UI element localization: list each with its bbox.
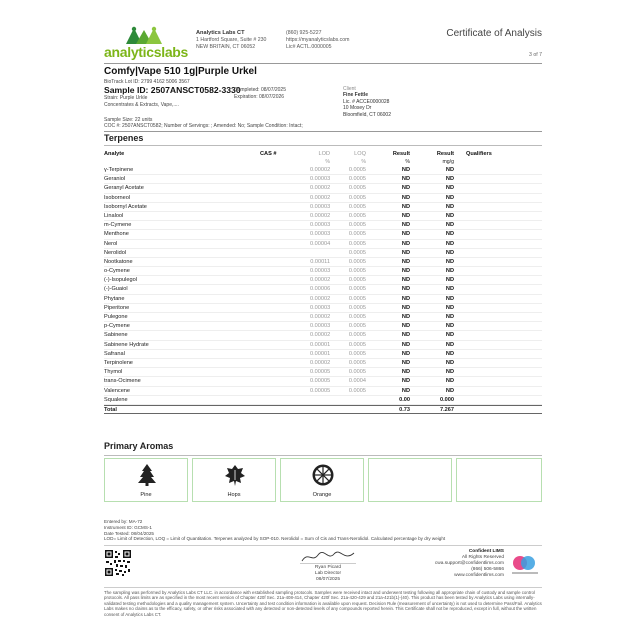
result-percent: ND xyxy=(401,203,410,210)
document-title: Certificate of Analysis xyxy=(446,28,542,39)
result-percent: ND xyxy=(401,295,410,302)
total-mgg: 7.267 xyxy=(440,406,454,413)
loq-value: 0.0005 xyxy=(348,369,366,376)
table-row xyxy=(104,396,542,405)
table-row xyxy=(104,166,542,175)
result-mgg: ND xyxy=(445,295,454,302)
table-row xyxy=(104,175,542,184)
result-mgg: 0.000 xyxy=(440,396,454,403)
loq-value: 0.0005 xyxy=(348,249,366,256)
client-block xyxy=(343,86,391,118)
sample-size: Sample Size: 22 units xyxy=(104,117,153,123)
lod-value: 0.00006 xyxy=(310,286,331,293)
loq-value: 0.0005 xyxy=(348,341,366,348)
lod-value: 0.00003 xyxy=(310,304,331,311)
result-percent: ND xyxy=(401,341,410,348)
logo-text: analyticslabs xyxy=(104,44,189,60)
pine-tree-icon xyxy=(135,463,159,487)
analyte-name: Pulegone xyxy=(104,314,128,320)
result-percent: ND xyxy=(401,212,410,219)
loq-value: 0.0005 xyxy=(348,176,366,183)
analyte-name: (-)-Guaiol xyxy=(104,286,128,293)
loq-value: 0.0005 xyxy=(348,286,366,293)
analyte-name: Safranal xyxy=(104,350,125,357)
result-mgg: ND xyxy=(445,194,454,201)
client-license: Lic. # ACCE0000028 xyxy=(343,98,390,105)
lims-rights: All Rights Reserved xyxy=(461,555,504,560)
orange-icon xyxy=(311,463,335,487)
loq-value: 0.0005 xyxy=(348,387,366,394)
lod-value: 0.00003 xyxy=(310,323,331,330)
completed-date: Completed: 08/07/2025 xyxy=(234,87,286,93)
aroma-label: Hops xyxy=(227,492,241,498)
lab-address-line2: NEW BRITAIN, CT 06052 xyxy=(196,44,256,50)
table-row xyxy=(104,194,542,203)
table-row xyxy=(104,341,542,350)
lims-website[interactable]: www.confidentlims.com xyxy=(454,573,504,578)
result-percent: ND xyxy=(401,222,410,229)
result-percent: ND xyxy=(401,268,410,275)
result-percent: ND xyxy=(401,258,410,265)
result-mgg: ND xyxy=(445,249,454,256)
result-percent: ND xyxy=(401,286,410,293)
header-analyte: Analyte xyxy=(104,151,125,157)
disclaimer: The sampling was performed by Analytics Labs CT LLC. in accordance with established sampling protocols. Samples were received intact and underwent testing following all appropriate chain of custody and sample control protocols. All pass limits are as specified in the most recent version of Chapter 420f Sec. 21a-408-414, Chapter 420f Sec. 21a-420-429 and 21a-421b(1)-(40). This product has been tested by Analytics Labs using internally-validated testing methodologies and a quality management system. Uncertainty and test condition information is available upon request. Decision Rule (measurement of uncertainty) is not used to determine Pass/Fail. Analytics Labs makes no claims as to the efficacy, safety, or other risks associated with any detected or non-detected levels of any compounds reported herein. This Certificate shall not be reproduced, except in full, without the written consent of Analytics Labs CT. xyxy=(104,590,542,617)
result-mgg: ND xyxy=(445,341,454,348)
analyte-name: Terpinolene xyxy=(104,359,133,366)
sample-size-block xyxy=(104,117,303,130)
instrument-id: Instrument ID: GCMS-1 xyxy=(104,524,152,530)
aroma-card-empty xyxy=(456,458,542,502)
unit-lod: % xyxy=(325,159,330,165)
aroma-card-hops xyxy=(192,458,276,502)
confident-lims-logo-icon xyxy=(508,553,542,577)
loq-value: 0.0005 xyxy=(348,314,366,320)
qr-code-icon[interactable] xyxy=(104,549,132,577)
lod-value: 0.00003 xyxy=(310,222,331,229)
analyte-name: Isobornyl Acetate xyxy=(104,203,147,210)
result-mgg: ND xyxy=(445,332,454,339)
loq-value: 0.0005 xyxy=(348,231,366,238)
result-percent: ND xyxy=(401,304,410,311)
table-row xyxy=(104,184,542,193)
total-percent: 0.73 xyxy=(399,406,410,413)
loq-value: 0.0005 xyxy=(348,268,366,275)
analyte-name: Phytane xyxy=(104,295,125,302)
lod-value: 0.00002 xyxy=(310,359,331,366)
result-mgg: ND xyxy=(445,359,454,366)
result-mgg: ND xyxy=(445,369,454,376)
header xyxy=(104,24,542,68)
analyte-name: Geranyl Acetate xyxy=(104,185,144,192)
table-row xyxy=(104,276,542,285)
result-percent: ND xyxy=(401,277,410,284)
total-row xyxy=(104,405,542,414)
coc-info: COC #: 2507ANSCT0582; Number of Servings: ; Amended: No; Sample Condition: Intact; xyxy=(104,123,303,130)
lims-email[interactable]: cwa.support@confidentlims.com xyxy=(434,561,504,566)
table-row xyxy=(104,258,542,267)
loq-value: 0.0005 xyxy=(348,258,366,265)
lod-value: 0.00003 xyxy=(310,176,331,183)
loq-value: 0.0005 xyxy=(348,350,366,357)
aroma-label: Orange xyxy=(312,492,332,498)
total-label: Total xyxy=(104,406,117,413)
table-row xyxy=(104,313,542,322)
lod-value: 0.00002 xyxy=(310,277,331,284)
lod-value: 0.00002 xyxy=(310,185,331,192)
product-name: Comfy|Vape 510 1g|Purple Urkel xyxy=(104,66,257,77)
analyte-name: Isoborneol xyxy=(104,194,131,201)
analyte-name: Sabinene Hydrate xyxy=(104,341,149,348)
aroma-card-pine xyxy=(104,458,188,502)
table-row xyxy=(104,368,542,377)
lod-value: 0.00003 xyxy=(310,203,331,210)
analyte-name: Linalool xyxy=(104,212,124,219)
client-name: Fine Fettle xyxy=(343,92,369,99)
loq-value: 0.0005 xyxy=(348,203,366,210)
lab-website[interactable]: https://myanalyticslabs.com xyxy=(286,37,350,43)
client-city: Bloomfield, CT 06002 xyxy=(343,111,391,118)
aromas-divider xyxy=(104,455,542,456)
entered-by: Entered by: MA-72 xyxy=(104,519,143,524)
lod-value: 0.00001 xyxy=(310,341,331,348)
loq-value: 0.0005 xyxy=(348,323,366,330)
lod-value: 0.00005 xyxy=(310,378,331,385)
terpenes-table-body xyxy=(104,166,542,414)
client-label: Client xyxy=(343,86,356,92)
lod-value: 0.00002 xyxy=(310,167,331,173)
lab-logo xyxy=(104,24,190,64)
analyte-name: Nerolidol xyxy=(104,249,127,256)
analyte-name: Sabinene xyxy=(104,332,128,339)
table-row xyxy=(104,285,542,294)
product-category: Concentrates & Extracts, Vape,.... xyxy=(104,101,179,108)
result-mgg: ND xyxy=(445,378,454,385)
lod-value: 0.00002 xyxy=(310,332,331,339)
table-row xyxy=(104,230,542,239)
result-percent: ND xyxy=(401,332,410,339)
loq-value: 0.0005 xyxy=(348,277,366,284)
result-percent: ND xyxy=(401,323,410,330)
table-row xyxy=(104,240,542,249)
header-qualifiers: Qualifiers xyxy=(466,151,492,157)
table-row xyxy=(104,221,542,230)
result-mgg: ND xyxy=(445,314,454,320)
signature-icon xyxy=(298,549,358,565)
client-street: 10 Mosey Dr xyxy=(343,105,372,112)
lod-value: 0.00005 xyxy=(310,369,331,376)
table-row xyxy=(104,295,542,304)
result-mgg: ND xyxy=(445,286,454,293)
analyte-name: Valencene xyxy=(104,387,131,394)
loq-value: 0.0005 xyxy=(348,185,366,192)
header-result-mgg: Result xyxy=(436,151,454,157)
result-mgg: ND xyxy=(445,231,454,238)
loq-value: 0.0005 xyxy=(348,194,366,201)
loq-value: 0.0005 xyxy=(348,167,366,173)
result-mgg: ND xyxy=(445,268,454,275)
signer-title: Lab Director xyxy=(314,570,342,576)
terpenes-title: Terpenes xyxy=(104,133,144,143)
table-row xyxy=(104,322,542,331)
lab-contact xyxy=(286,30,396,51)
header-divider xyxy=(104,63,542,64)
lod-value: 0.00002 xyxy=(310,194,331,201)
table-row xyxy=(104,203,542,212)
result-percent: ND xyxy=(401,314,410,320)
lod-value: 0.00002 xyxy=(310,212,331,219)
loq-value: 0.0005 xyxy=(348,222,366,229)
analyte-name: Nerol xyxy=(104,240,118,247)
analyte-name: Nootkatone xyxy=(104,258,133,265)
analyte-name: Menthone xyxy=(104,231,129,238)
lab-phone: (860) 925-5227 xyxy=(286,30,322,36)
sample-id: Sample ID: 2507ANSCT0582-3330 xyxy=(104,85,241,95)
strain-info xyxy=(104,95,179,108)
result-percent: 0.00 xyxy=(399,396,410,403)
lod-value: 0.00003 xyxy=(310,268,331,275)
result-mgg: ND xyxy=(445,323,454,330)
loq-value: 0.0005 xyxy=(348,332,366,339)
result-percent: ND xyxy=(401,369,410,376)
lod-value: 0.00011 xyxy=(310,258,330,265)
terpenes-divider xyxy=(104,145,542,146)
lab-name: Analytics Labs CT xyxy=(196,30,245,36)
aroma-card-orange xyxy=(280,458,364,502)
result-mgg: ND xyxy=(445,212,454,219)
analyte-name: γ-Terpinene xyxy=(104,167,134,173)
table-row xyxy=(104,350,542,359)
signer-date: 08/07/2025 xyxy=(315,576,340,582)
result-percent: ND xyxy=(401,378,410,385)
result-percent: ND xyxy=(401,231,410,238)
result-percent: ND xyxy=(401,240,410,247)
expiration-date: Expiration: 08/07/2026 xyxy=(234,93,285,100)
analyte-name: Thymol xyxy=(104,369,123,376)
lod-value: 0.00004 xyxy=(310,240,331,247)
loq-value: 0.0005 xyxy=(348,359,366,366)
aroma-card-empty xyxy=(368,458,452,502)
analyte-name: (-)-Isopulegol xyxy=(104,277,137,284)
disclaimer-divider xyxy=(104,587,542,588)
table-row xyxy=(104,304,542,313)
analyte-name: trans-Ocimene xyxy=(104,378,141,385)
analyte-name: p-Cymene xyxy=(104,323,130,330)
test-metadata xyxy=(104,519,544,542)
result-mgg: ND xyxy=(445,222,454,229)
result-percent: ND xyxy=(401,176,410,183)
unit-loq: % xyxy=(361,159,366,165)
lod-value: 0.00005 xyxy=(310,387,331,394)
analyte-name: Piperitone xyxy=(104,304,130,311)
lod-value: 0.00002 xyxy=(310,314,331,320)
result-mgg: ND xyxy=(445,277,454,284)
footer-divider xyxy=(104,545,542,546)
lab-license: Lic# ACTL.0000005 xyxy=(286,44,332,50)
lims-title: Confident LIMS xyxy=(468,549,504,554)
analyte-name: m-Cymene xyxy=(104,222,132,229)
result-mgg: ND xyxy=(445,167,454,173)
logo-mark-icon xyxy=(126,26,166,44)
lod-value: 0.00001 xyxy=(310,350,331,357)
result-mgg: ND xyxy=(445,185,454,192)
result-percent: ND xyxy=(401,359,410,366)
result-mgg: ND xyxy=(445,176,454,183)
analyte-name: Geraniol xyxy=(104,176,126,183)
hops-icon xyxy=(223,463,247,487)
legend-note: LOD= Limit of Detection, LOQ = Limit of Quantitation. Terpenes analyzed by SOP-010. Nerolidol = Sum of Cis and Trans-Nerolidol. Calculated percentage by dry weight xyxy=(104,536,446,542)
lod-value: 0.00003 xyxy=(310,231,331,238)
product-divider xyxy=(104,131,542,132)
table-row xyxy=(104,387,542,396)
lims-info xyxy=(424,549,504,579)
analyte-name: o-Cymene xyxy=(104,268,130,275)
unit-result-percent: % xyxy=(405,159,410,165)
table-row xyxy=(104,212,542,221)
lod-value: 0.00002 xyxy=(310,295,331,302)
loq-value: 0.0005 xyxy=(348,240,366,247)
sample-dates xyxy=(234,87,286,100)
header-result-percent: Result xyxy=(392,151,410,157)
result-percent: ND xyxy=(401,387,410,394)
loq-value: 0.0005 xyxy=(348,304,366,311)
batch-id: BioTrack Lot ID: 2799 4162 5006 3567 xyxy=(104,79,190,85)
loq-value: 0.0005 xyxy=(348,212,366,219)
table-row xyxy=(104,249,542,258)
result-percent: ND xyxy=(401,167,410,173)
table-row xyxy=(104,377,542,386)
unit-result-mgg: mg/g xyxy=(442,159,454,165)
result-mgg: ND xyxy=(445,304,454,311)
header-cas: CAS # xyxy=(260,151,277,157)
page-number: 3 of 7 xyxy=(529,52,542,58)
result-percent: ND xyxy=(401,350,410,357)
result-percent: ND xyxy=(401,185,410,192)
loq-value: 0.0004 xyxy=(348,378,366,385)
loq-value: 0.0005 xyxy=(348,295,366,302)
table-row xyxy=(104,331,542,340)
strain: Strain: Purple Urkle xyxy=(104,95,148,101)
result-mgg: ND xyxy=(445,240,454,247)
analyte-name: Squalene xyxy=(104,396,128,403)
table-row xyxy=(104,267,542,276)
result-mgg: ND xyxy=(445,350,454,357)
signature-block xyxy=(288,549,368,589)
result-mgg: ND xyxy=(445,258,454,265)
result-mgg: ND xyxy=(445,203,454,210)
result-percent: ND xyxy=(401,249,410,256)
aromas-title: Primary Aromas xyxy=(104,441,174,451)
lab-address-line1: 1 Hartford Square, Suite # 230 xyxy=(196,37,267,43)
result-mgg: ND xyxy=(445,387,454,394)
signer-name: Ryan Picard xyxy=(314,565,342,570)
aroma-label: Pine xyxy=(140,492,152,498)
lims-phone: (866) 506-5866 xyxy=(471,567,504,572)
date-tested: Date Tested: 08/04/2025 xyxy=(104,530,154,536)
result-percent: ND xyxy=(401,194,410,201)
header-loq: LOQ xyxy=(354,151,366,157)
header-lod: LOD xyxy=(318,151,330,157)
lab-address xyxy=(196,30,286,51)
table-row xyxy=(104,359,542,368)
